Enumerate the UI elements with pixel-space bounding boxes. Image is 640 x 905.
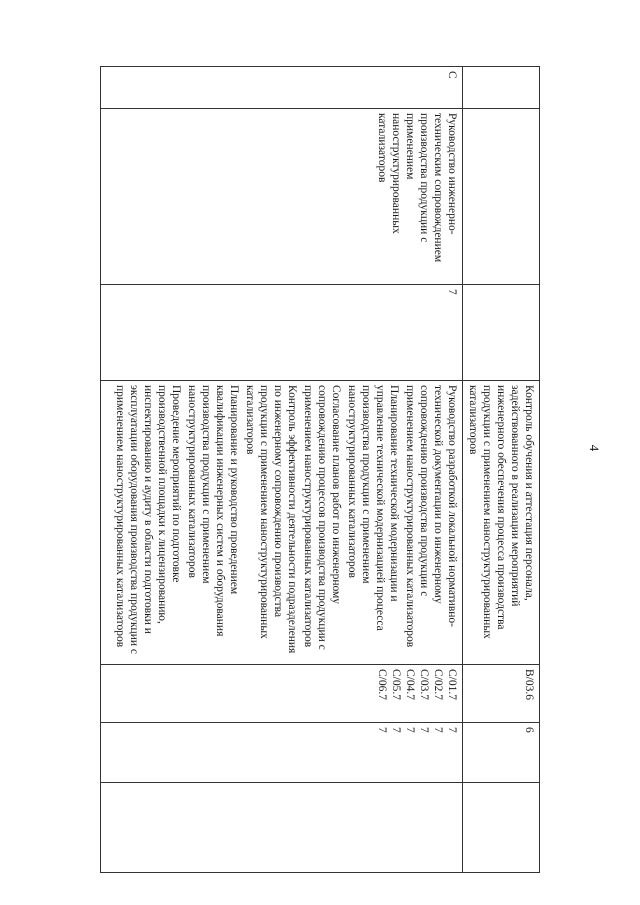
functions-table (100, 66, 540, 873)
labor-function-text: Проведение мероприятий по подготовке производственной площадки к лицензированию, инспектированию и аудиту в области подготовки и эксплуатации оборудования производства продукции с применением наноструктурированных катализаторов (114, 385, 182, 654)
labor-function-text: Планирование технической модернизации и управление технической модернизацией процесса производства продукции с применением наноструктурированных катализаторов (346, 385, 400, 631)
labor-function-level: 7 (390, 727, 402, 733)
table-row-prev (463, 67, 540, 873)
labor-functions-list (101, 381, 463, 665)
labor-function-codes (101, 665, 463, 723)
labor-function-level: 7 (432, 727, 444, 733)
labor-function-code: С/06.7 (376, 669, 388, 700)
table-row-c (101, 67, 463, 873)
prev-function-text: Контроль обучения и аттестация персонала, задействованного в реализации мероприятий инженерного обеспечения процесса производства продукции с применением наноструктурированных катализаторов (463, 381, 540, 665)
cell-empty (101, 783, 463, 873)
labor-function-text: Планирование и руководство проведением квалификации инженерных систем и оборудования производства продукции с применением наноструктурированных катализаторов (186, 385, 240, 637)
prev-function-level: 6 (463, 723, 540, 783)
labor-functions-table (100, 66, 540, 872)
labor-function-levels (101, 723, 463, 783)
cell-empty (463, 109, 540, 285)
generalized-function-code: С (101, 67, 463, 109)
labor-function-level: 7 (404, 727, 416, 733)
labor-function-code: С/05.7 (390, 669, 402, 700)
labor-function-text: Руководство разработкой локальной нормативно-технической документации по инженерному сопровождению производства продукции с применением наноструктурированных катализаторов (404, 385, 458, 648)
page-number: 4 (587, 444, 602, 452)
cell-empty (463, 285, 540, 381)
labor-function-text: Согласование планов работ по инженерному сопровождению процессов производства продукции с применением наноструктурированных катализаторов (302, 385, 342, 650)
labor-function-code: С/01.7 (446, 669, 458, 700)
labor-function-level: 7 (376, 727, 388, 733)
labor-function-code: С/04.7 (404, 669, 416, 700)
labor-function-level: 7 (446, 727, 458, 733)
labor-function-text: Контроль эффективности деятельности подразделения по инженерному сопровождению производства продукции с применением наноструктурированных катализаторов (244, 385, 298, 654)
labor-function-level: 7 (418, 727, 430, 733)
prev-function-code: В/03.6 (463, 665, 540, 723)
cell-empty (463, 67, 540, 109)
labor-function-code: С/02.7 (432, 669, 444, 700)
labor-function-code: С/03.7 (418, 669, 430, 700)
generalized-function-name: Руководство инженерно-техническим сопровождением производства продукции с применением наноструктурированных катализаторов (101, 109, 463, 285)
cell-empty (463, 783, 540, 873)
qualification-level: 7 (101, 285, 463, 381)
